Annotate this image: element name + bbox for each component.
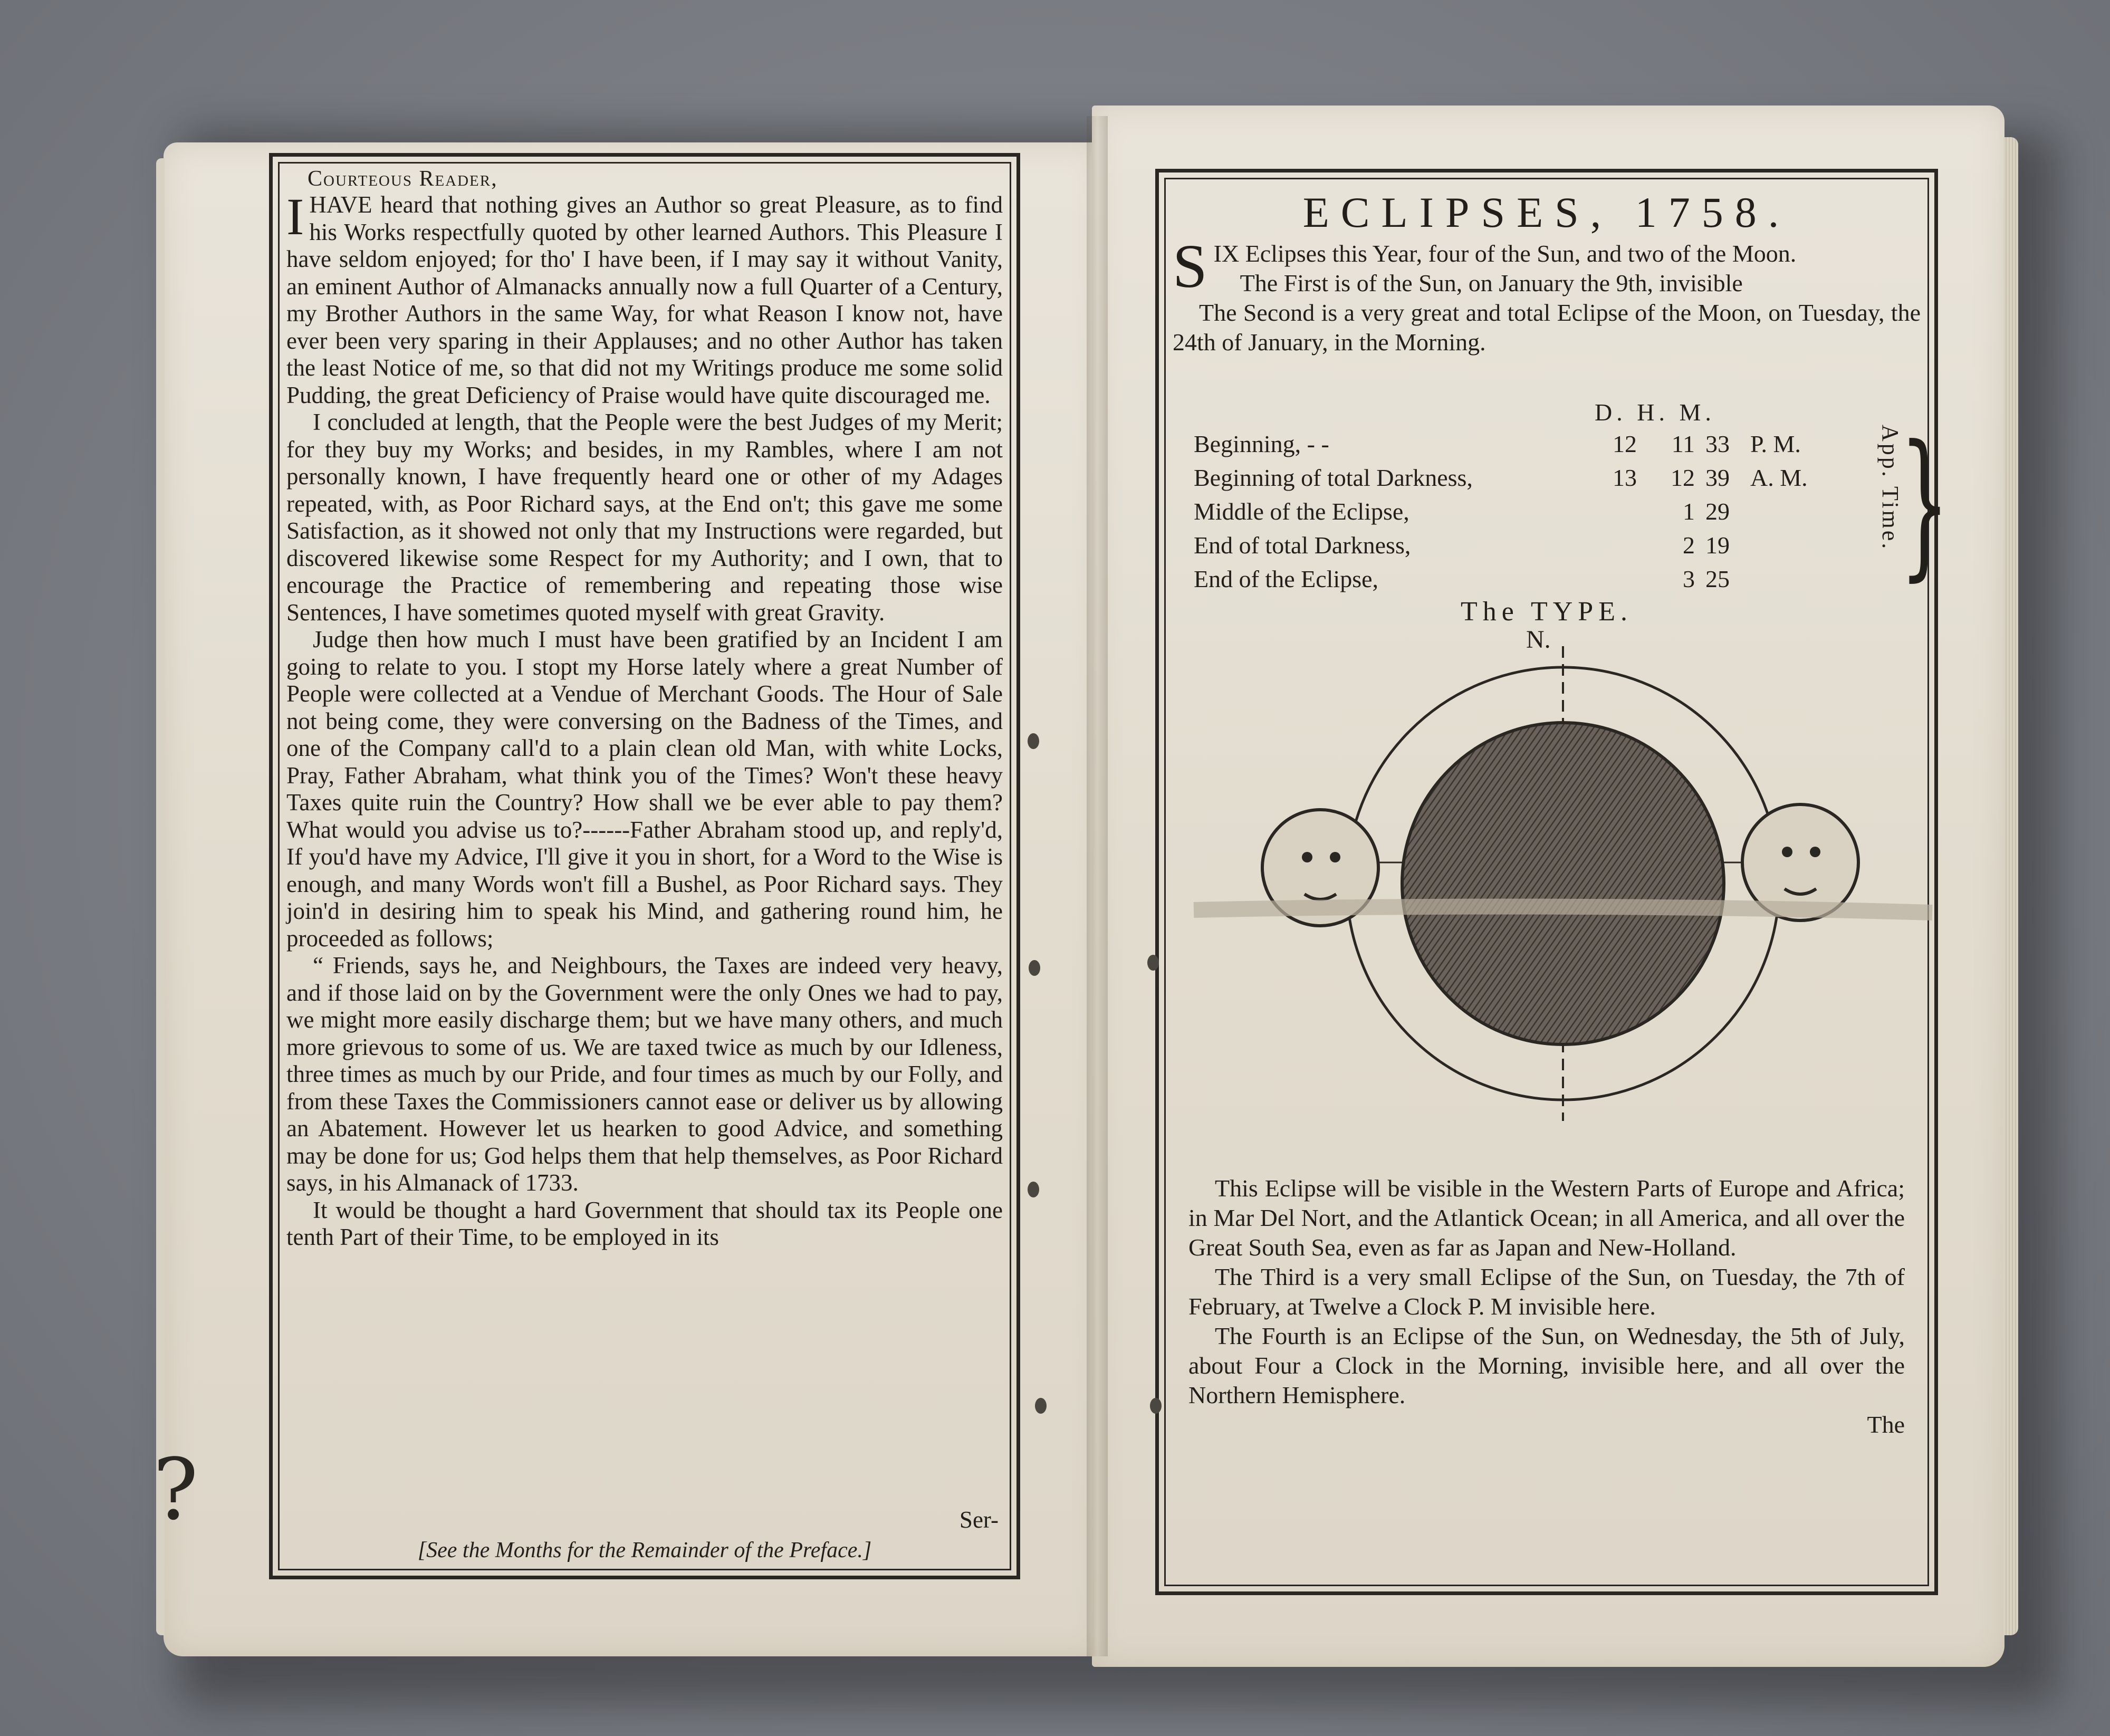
visibility-paragraph: This Eclipse will be visible in the Western Parts of Europe and Africa; in Mar Del Nort, and the Atlantick Ocean; in all America, and all over the Great South Sea, even as far as Japan and New-Holland. bbox=[1188, 1175, 1905, 1261]
intro-text: IX Eclipses this Year, four of the Sun, and two of the Moon. bbox=[1213, 240, 1797, 267]
handwritten-mark: ? bbox=[153, 1440, 198, 1539]
left-page-content bbox=[286, 166, 1003, 1566]
first-eclipse: The First is of the Sun, on January the 9th, invisible bbox=[1240, 270, 1743, 296]
paper-fold-crease bbox=[1194, 907, 1932, 913]
stitch-hole bbox=[1035, 1398, 1047, 1414]
second-eclipse: The Second is a very great and total Eclipse of the Moon, on Tuesday, the 24th of January, in the Morning. bbox=[1173, 299, 1921, 356]
right-page-content bbox=[1173, 182, 1950, 1582]
eclipse-diagram bbox=[1194, 636, 1932, 1163]
eclipse-lower-text bbox=[1188, 1174, 1905, 1440]
preface-footnote: [See the Months for the Remainder of the Preface.] bbox=[417, 1538, 872, 1562]
table-row bbox=[1194, 565, 1869, 594]
moon-face-east-eye bbox=[1782, 847, 1792, 857]
greeting: Courteous Reader, bbox=[308, 167, 498, 191]
north-label: N. bbox=[1526, 626, 1551, 654]
row-meridiem: P. M. bbox=[1750, 430, 1801, 457]
right-page-border bbox=[1155, 169, 1950, 1595]
moon-face-east-eye2 bbox=[1810, 847, 1820, 857]
row-label: Beginning, - - bbox=[1194, 430, 1329, 457]
left-page-edge bbox=[156, 158, 165, 1635]
eclipses-title: ECLIPSES, 1758. bbox=[1302, 188, 1791, 236]
app-time-label: App. Time. bbox=[1877, 425, 1903, 551]
row-day: 12 bbox=[1613, 430, 1637, 457]
row-minute: 19 bbox=[1705, 532, 1730, 559]
fourth-eclipse: The Fourth is an Eclipse of the Sun, on Wednesday, the 5th of July, about Four a Clock in the Morning, invisible here, and all over the Northern Hemisphere. bbox=[1188, 1322, 1905, 1408]
preface-paragraph-5: It would be thought a hard Government that should tax its People one tenth Part of their Time, to be employed in its bbox=[286, 1196, 1003, 1250]
left-catchword: Ser- bbox=[959, 1507, 999, 1533]
table-header: D. H. M. bbox=[1595, 399, 1715, 426]
preface-text bbox=[286, 187, 1003, 1251]
drop-cap-i: I bbox=[286, 187, 304, 246]
row-label: End of the Eclipse, bbox=[1194, 565, 1379, 592]
row-meridiem: A. M. bbox=[1750, 464, 1808, 491]
eclipse-intro bbox=[1173, 232, 1921, 357]
paragraph-text: HAVE heard that nothing gives an Author so great Pleasure, as to find his Works respectfully quoted by other learned Authors. This Pleasure I have seldom enjoyed; for tho' I have been, if I may say it without Vanity, an eminent Author of Almanacks annually now a full Quarter of a Century, my Brother Authors in the same Way, for what Reason I know not, have ever been very sparing in their Applauses; and no other Author has taken the least Notice of me, so that did not my Writings produce me some solid Pudding, the great Deficiency of Praise would have quite discouraged me. bbox=[286, 191, 1003, 408]
row-minute: 33 bbox=[1705, 430, 1730, 457]
stitch-hole bbox=[1147, 955, 1159, 971]
row-label: End of total Darkness, bbox=[1194, 532, 1411, 559]
row-hour: 3 bbox=[1683, 565, 1695, 592]
preface-paragraph-4: “ Friends, says he, and Neighbours, the Taxes are indeed very heavy, and if those laid on by the Government were the only Ones we had to pay, we might more easily discharge them; but we have many others, and much more grievous to some of us. We are taxed twice as much by our Idleness, three times as much by our Pride, and four times as much by our Folly, and from these Taxes the Commissioners cannot ease or deliver us by allowing an Abatement. However let us hearken to good Advice, and something may be done for us; God helps them that help themselves, as Poor Richard says, in his Almanack of 1733. bbox=[286, 952, 1003, 1196]
book-gutter bbox=[1087, 116, 1108, 1656]
third-eclipse: The Third is a very small Eclipse of the Sun, on Tuesday, the 7th of February, at Twelve a Clock P. M invisible here. bbox=[1188, 1263, 1905, 1320]
stitch-hole bbox=[1150, 1398, 1162, 1414]
row-hour: 1 bbox=[1683, 498, 1695, 525]
right-page-edge bbox=[2003, 137, 2018, 1635]
row-minute: 25 bbox=[1705, 565, 1730, 592]
preface-paragraph-3: Judge then how much I must have been gratified by an Incident I am going to relate to you. I stopt my Horse lately where a great Number of People were collected at a Vendue of Merchant Goods. The Hour of Sale not being come, they were conversing on the Badness of the Times, and one of the Company call'd to a plain clean old Man, with white Locks, Pray, Father Abraham, what think you of the Times? Won't these heavy Taxes quite ruin the Country? How shall we be ever able to pay them? What would you advise us to?------Father Abraham stood up, and reply'd, If you'd have my Advice, I'll give it you in short, for a Word to the Wise is enough, and many Words won't fill a Bushel, as Poor Richard says. They join'd in desiring him to speak his Mind, and gathering round him, he proceeded as follows; bbox=[286, 626, 1003, 952]
row-hour: 11 bbox=[1671, 430, 1695, 457]
table-row bbox=[1194, 430, 1869, 459]
row-label: Middle of the Eclipse, bbox=[1194, 498, 1409, 525]
row-label: Beginning of total Darkness, bbox=[1194, 464, 1473, 491]
table-row bbox=[1194, 531, 1869, 561]
preface-paragraph-2: I concluded at length, that the People were the best Judges of my Merit; for they buy my Works; and besides, in my Rambles, where I am not personally known, I have frequently heard one or other of my Adages repeated, with, as Poor Richard says, at the End on't; this gave me some Satisfaction, as it showed not only that my Instructions were regarded, but discovered likewise some Respect for my Authority; and I own, that to encourage the Practice of remembering and repeating those wise Sentences, I have sometimes quoted myself with great Gravity. bbox=[286, 409, 1003, 626]
time-brace: } bbox=[1899, 411, 1950, 596]
right-page bbox=[1092, 105, 2004, 1667]
drop-cap-s: S bbox=[1173, 232, 1207, 301]
row-day: 13 bbox=[1613, 464, 1637, 491]
moon-face-west-eyes bbox=[1302, 852, 1312, 862]
table-row bbox=[1194, 497, 1869, 527]
left-page-border bbox=[269, 153, 1020, 1579]
table-row bbox=[1194, 464, 1869, 493]
moon-face-west-eye bbox=[1330, 852, 1340, 862]
right-catchword: The bbox=[1867, 1411, 1905, 1438]
row-hour: 12 bbox=[1671, 464, 1695, 491]
stitch-hole bbox=[1028, 733, 1039, 749]
row-hour: 2 bbox=[1683, 532, 1695, 559]
type-title: The TYPE. bbox=[1461, 597, 1633, 627]
preface-paragraph-1 bbox=[286, 187, 1003, 409]
row-minute: 29 bbox=[1705, 498, 1730, 525]
row-minute: 39 bbox=[1705, 464, 1730, 491]
left-page bbox=[164, 142, 1102, 1656]
stitch-hole bbox=[1028, 1182, 1039, 1197]
earth-shadow bbox=[1402, 723, 1724, 1044]
stitch-hole bbox=[1029, 960, 1040, 976]
